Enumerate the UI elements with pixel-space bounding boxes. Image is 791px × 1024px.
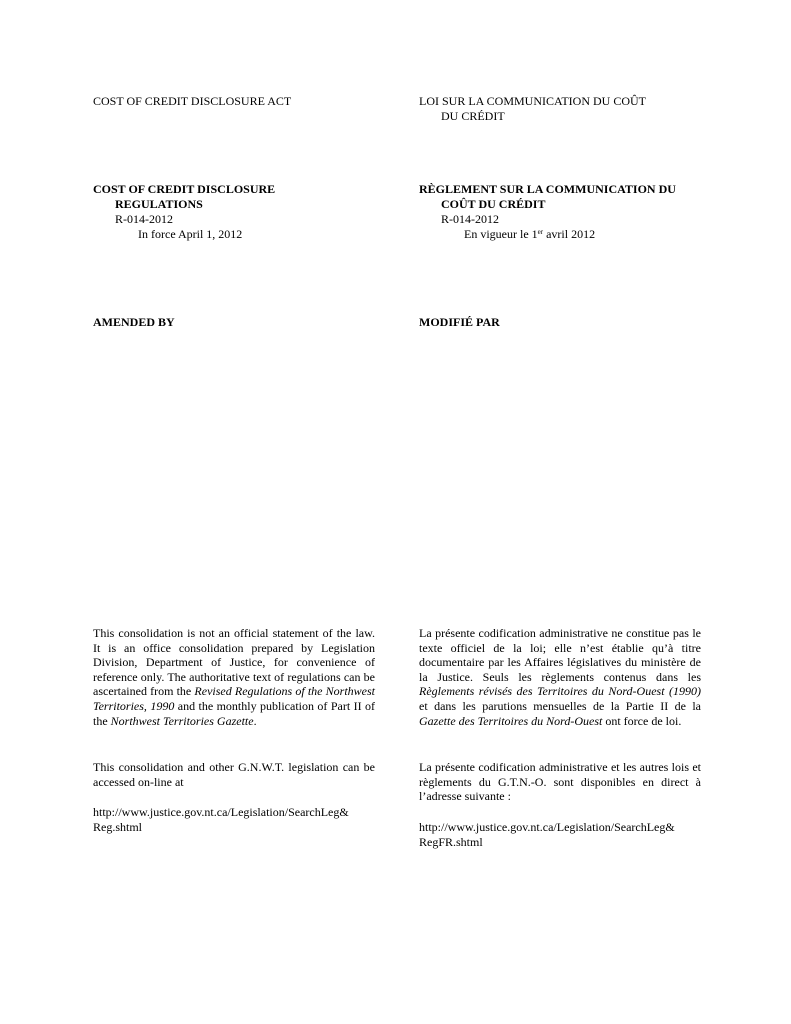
revised-regulations-title-fr: Règlements révisés des Territoires du Nord-Ouest (1990) (419, 684, 701, 699)
in-force-fr-a: En vigueur le 1 (464, 227, 538, 241)
revised-regulations-title-en: Revised Regulations of the Northwest Territories, 1990 (93, 684, 376, 713)
amended-by-heading-fr: MODIFIÉ PAR (419, 315, 500, 329)
consolidation-text-en-a: This consolidation is not an official statement of the law. It is an office consolidation prepared by Legislation Division, Department of Justice, for convenience of reference only. The authoritative text of regulations can be ascertained from the (93, 626, 375, 699)
online-access-notice-en: This consolidation and other G.N.W.T. legislation can be accessed on-line at (93, 760, 375, 789)
consolidation-text-en-b: and the monthly publication of Part II of the (93, 698, 375, 728)
act-title-fr-line2: DU CRÉDIT (441, 109, 505, 123)
act-title-fr-line1: LOI SUR LA COMMUNICATION DU COÛT (419, 94, 647, 108)
amended-by-heading-en: AMENDED BY (93, 315, 175, 329)
in-force-date-fr (464, 227, 595, 242)
url-link-fr-line2[interactable]: RegFR.shtml (419, 835, 483, 849)
gazette-title-fr: Gazette des Territoires du Nord-Ouest (419, 713, 603, 728)
in-force-fr-sup: er (537, 228, 544, 236)
act-title-en: COST OF CREDIT DISCLOSURE ACT (93, 94, 292, 108)
consolidation-notice-fr (419, 626, 701, 728)
regulation-title-fr-line1: RÈGLEMENT SUR LA COMMUNICATION DU (419, 182, 676, 196)
gazette-title-en: Northwest Territories Gazette (110, 713, 254, 728)
regulation-number-fr: R-014-2012 (441, 212, 499, 226)
in-force-fr-b: avril 2012 (543, 227, 596, 241)
online-access-notice-fr: La présente codification administrative et les autres lois et règlements du G.T.N.-O. sont disponibles en direct à l’adresse suivante : (419, 760, 701, 804)
consolidation-notice-en (93, 626, 375, 728)
consolidation-text-fr-a: La présente codification administrative ne constitue pas le texte officiel de la loi; elle n’est établie qu’à titre documentaire par les Affaires législatives du ministère de la Justice. Seuls les règlements contenus dans les (419, 626, 701, 684)
url-link-fr-line1[interactable]: http://www.justice.gov.nt.ca/Legislation/SearchLeg& (419, 820, 675, 834)
consolidation-text-fr-c: ont force de loi. (602, 713, 682, 728)
url-link-en-line2[interactable]: Reg.shtml (93, 820, 143, 834)
regulation-title-fr-line2: COÛT DU CRÉDIT (441, 197, 546, 211)
url-link-en-line1[interactable]: http://www.justice.gov.nt.ca/Legislation/SearchLeg& (93, 805, 349, 819)
consolidation-text-en-c: . (253, 713, 257, 728)
regulation-number-en: R-014-2012 (115, 212, 173, 226)
regulation-title-en-line2: REGULATIONS (115, 197, 203, 211)
regulation-title-en-line1: COST OF CREDIT DISCLOSURE (93, 182, 276, 196)
consolidation-text-fr-b: et dans les parutions mensuelles de la Partie II de la (419, 698, 701, 713)
in-force-date-en: In force April 1, 2012 (138, 227, 243, 241)
